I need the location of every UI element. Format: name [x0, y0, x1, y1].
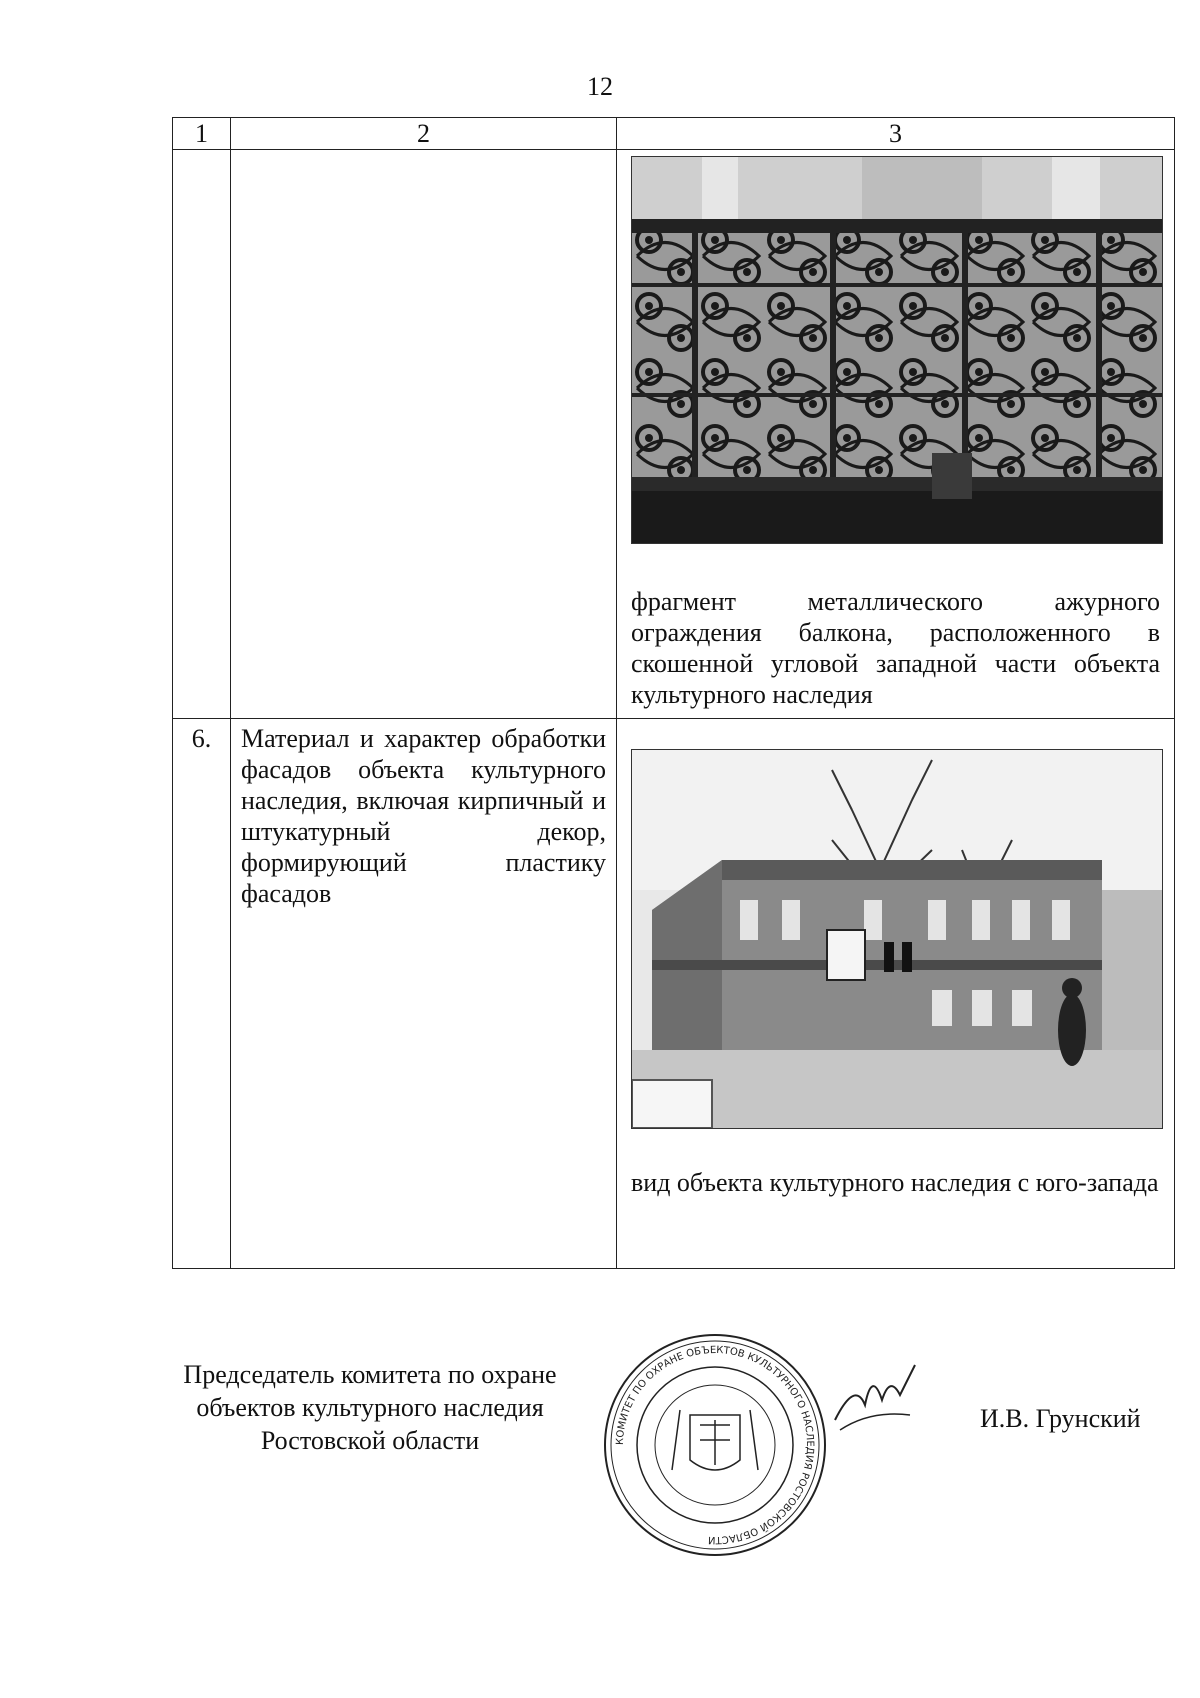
table-row: [173, 719, 1175, 1269]
column-header-1: 1: [173, 118, 231, 150]
column-header-2: 2: [231, 118, 617, 150]
photo-cell: [617, 719, 1175, 1269]
row-description: [231, 150, 617, 719]
svg-text:КОМИТЕТ ПО ОХРАНЕ ОБЪЕКТОВ КУЛ: КОМИТЕТ ПО ОХРАНЕ ОБЪЕКТОВ КУЛЬТУРНОГО НАСЛЕДИЯ РОСТОВСКОЙ ОБЛАСТИ: [614, 1344, 816, 1546]
photo-cell: [617, 150, 1175, 719]
page-number: 12: [587, 72, 613, 101]
handwritten-signature: [830, 1360, 920, 1440]
table-row: [173, 150, 1175, 719]
row-number: 6.: [173, 719, 231, 1269]
row-description: Материал и характер обработки фасадов объекта культурного наследия, включая кирпичный и штукатурный декор, формирующий пластику фасадов: [231, 719, 617, 1269]
row-number: [173, 150, 231, 719]
building-photo: [631, 749, 1163, 1129]
balcony-railing-photo: [631, 156, 1163, 544]
photo-caption: фрагмент металлического ажурного ограждения балкона, расположенного в скошенной угловой западной части объекта культурного наследия: [631, 587, 1160, 709]
document-table: [172, 117, 1175, 1269]
signatory-name: И.В. Грунский: [980, 1404, 1141, 1433]
signatory-title: Председатель комитета по охране объектов культурного наследия Ростовской области: [183, 1360, 557, 1455]
official-seal-icon: [600, 1330, 830, 1560]
table-header-row: [173, 118, 1175, 150]
column-header-3: 3: [617, 118, 1175, 150]
photo-caption: вид объекта культурного наследия с юго-запада: [631, 1168, 1159, 1197]
